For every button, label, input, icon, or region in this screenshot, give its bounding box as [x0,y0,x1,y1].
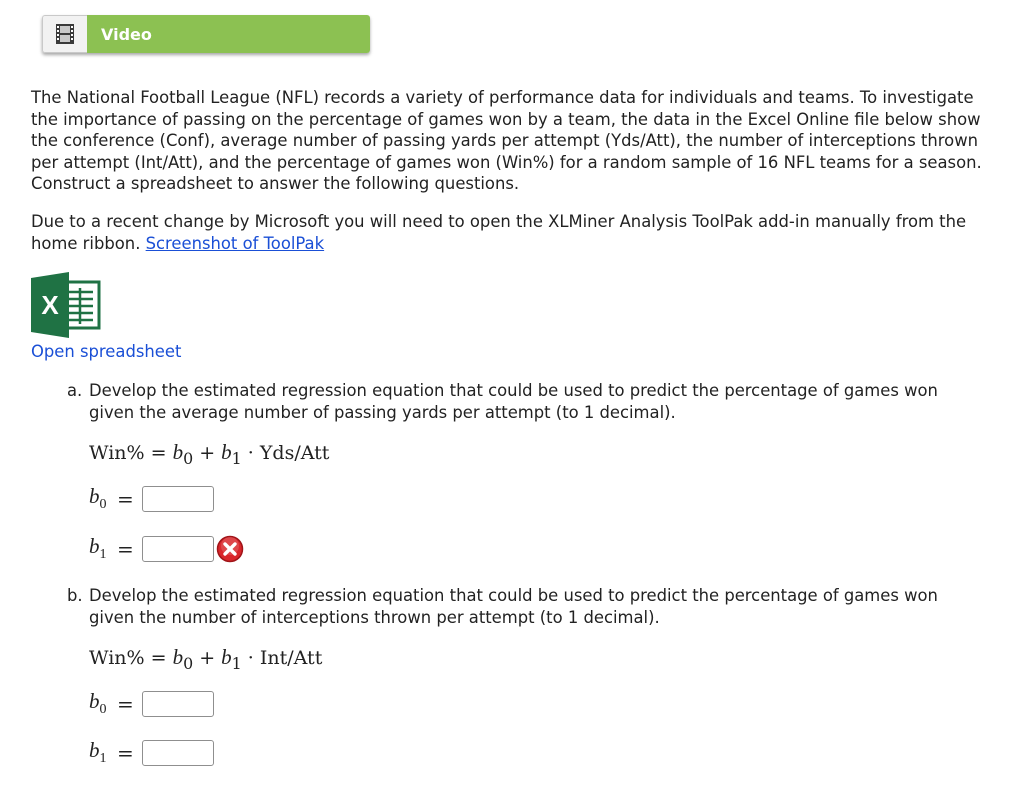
excel-icon-letter: X [41,290,59,320]
question-a [67,380,967,423]
equation-b-eq: = [150,647,167,669]
equation-b-dot: · [247,647,254,669]
b1-label-a: $b_1$ [89,534,107,563]
equation-a-b1-sub: 1 [231,448,242,468]
b1-label-b: $b_1$ [89,738,107,767]
b0-input-a[interactable] [142,486,214,512]
toolpak-note-text: Due to a recent change by Microsoft you will need to open the XLMiner Analysis ToolPak add-in manually from the home ribbon. [31,212,967,253]
b0-input-b[interactable] [142,691,214,717]
b1-row-a [89,534,244,564]
b1-eq-a: = [117,537,134,561]
equation-a-dot: · [247,442,254,464]
incorrect-x-icon [216,535,244,563]
equation-b-b0-sub: 0 [183,653,194,673]
b0-eq-b: = [117,692,134,716]
toolpak-note [31,211,991,254]
equation-a-var: Yds/Att [259,442,330,464]
b0-row-b [89,689,214,719]
question-b [67,585,967,628]
equation-a-b0-sub: 0 [183,448,194,468]
b1-input-a[interactable] [142,536,214,562]
equation-b-lhs: Win% [89,647,145,669]
equation-a-plus: + [199,442,216,464]
b0-row-a [89,484,214,514]
equation-b-b1-sub: 1 [231,653,242,673]
question-b-text: Develop the estimated regression equation that could be used to predict the percentage of games won given the number of interceptions thrown per attempt (to 1 decimal). [89,586,938,627]
equation-a-eq: = [150,442,167,464]
equation-b-b0: b [172,645,184,669]
b1-input-b[interactable] [142,740,214,766]
b0-label-a: $b_0$ [89,484,107,513]
video-button[interactable] [42,15,370,53]
b0-eq-a: = [117,487,134,511]
problem-intro: The National Football League (NFL) records a variety of performance data for individuals and teams. To investigate the importance of passing on the percentage of games won by a team, the data in the Excel Online file below show the conference (Conf), average number of passing yards per attempt (Yds/Att), the number of interceptions thrown per attempt (Int/Att), and the percentage of games won (Win%) for a random sample of 16 NFL teams for a season. Construct a spreadsheet to answer the following questions. [31,88,982,193]
equation-a-b0: b [172,440,184,464]
b0-label-b: $b_0$ [89,689,107,718]
equation-a-b1: b [221,440,232,464]
equation-a [89,440,329,468]
question-a-text: Develop the estimated regression equation that could be used to predict the percentage of games won given the average number of passing yards per attempt (to 1 decimal). [89,381,938,422]
question-b-letter: b. [67,586,83,605]
equation-b-var: Int/Att [259,647,323,669]
equation-b [89,645,322,673]
toolpak-screenshot-link[interactable]: Screenshot of ToolPak [145,233,325,253]
equation-b-plus: + [199,647,216,669]
question-a-letter: a. [67,381,83,400]
b1-eq-b: = [117,741,134,765]
equation-a-lhs: Win% [89,442,145,464]
film-icon [42,15,87,53]
excel-icon[interactable] [31,272,101,338]
video-button-label: Video [87,15,370,53]
open-spreadsheet-link[interactable]: Open spreadsheet [31,342,182,361]
b1-row-b [89,738,214,768]
equation-b-b1: b [221,645,232,669]
